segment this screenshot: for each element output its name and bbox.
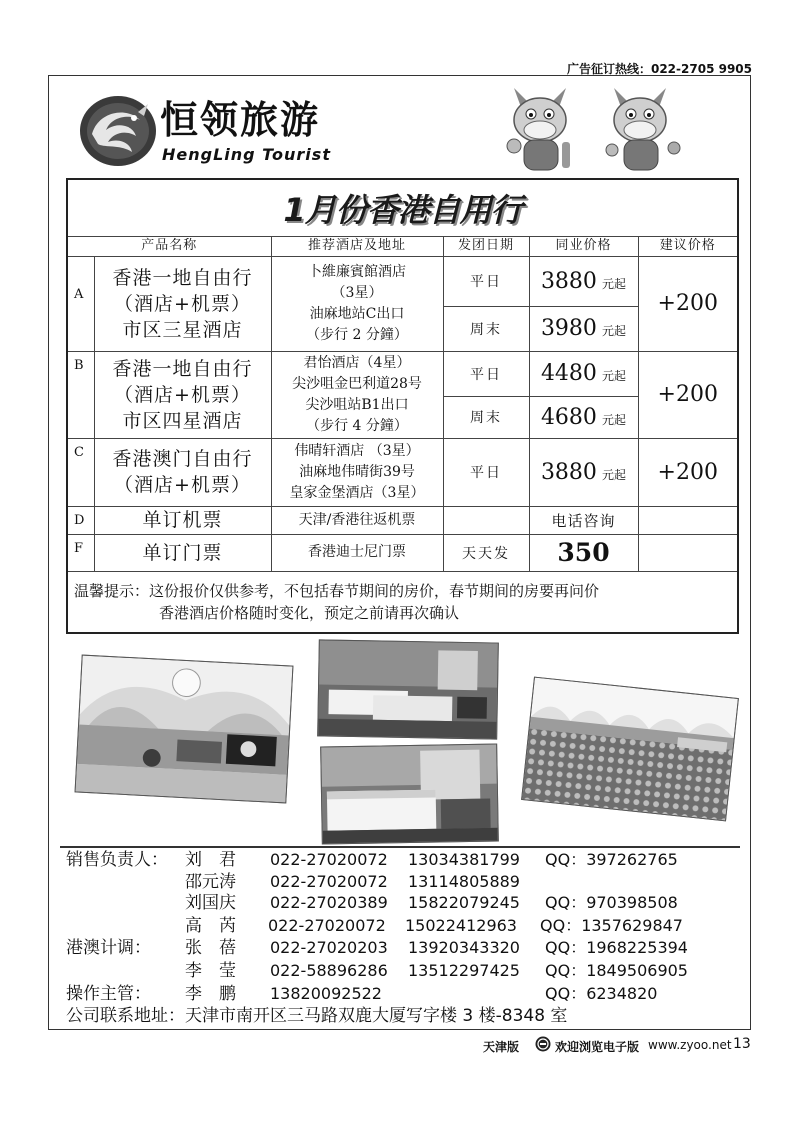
price-unit: 元起 (602, 412, 627, 427)
header-suggested-price: 建议价格 (638, 236, 738, 256)
contact-phone: 022-27020072 (270, 850, 388, 869)
table-title: 1月份香港自用行 (67, 179, 738, 236)
hotel-line: 油麻地伟晴街39号 (299, 463, 415, 480)
contact-group-label: 销售负责人： (66, 850, 168, 870)
product-name: 单订门票 (94, 534, 271, 571)
promo-text: 欢迎浏览电子版 (555, 1040, 640, 1054)
brand-name-cn: 恒领旅游 (160, 98, 321, 142)
suggested-price: +200 (638, 351, 738, 438)
hotel-line: 皇家金堡酒店（3星） (289, 484, 425, 501)
row-code: C (67, 438, 94, 506)
contact-row (0, 871, 800, 893)
ad-hotline: 广告征订热线：022-2705 9905 (566, 62, 752, 76)
contact-name: 刘 君 (185, 850, 236, 870)
suggested-price: +200 (638, 256, 738, 351)
header-date: 发团日期 (443, 236, 529, 256)
note-row (67, 571, 738, 633)
price-value: 4480 (540, 361, 597, 386)
departure-day: 平日 (443, 256, 529, 306)
contact-row (0, 892, 800, 914)
contact-phone: 13820092522 (270, 984, 382, 1003)
contact-row (0, 960, 800, 982)
contact-name: 张 蓓 (185, 938, 236, 958)
hotel-info (271, 256, 443, 351)
hotel-line: 伟晴轩酒店 （3星） (294, 442, 420, 459)
contact-phone: 022-27020072 (270, 872, 388, 891)
contact-name: 高 芮 (185, 916, 236, 936)
row-code: D (67, 506, 94, 534)
hotel-line: 卜維廉賓館酒店 (308, 263, 406, 280)
departure-day: 平日 (443, 351, 529, 396)
table-header-row (67, 236, 738, 256)
dragon-logo-icon (78, 94, 158, 168)
hotel-line: （3星） (331, 284, 383, 301)
price-value: 3880 (540, 268, 597, 294)
product-name-line: 香港一地自由行 (112, 266, 253, 289)
contact-row (0, 937, 800, 959)
contact-mobile: 13114805889 (408, 872, 520, 891)
dragon-mascot-icon (500, 80, 705, 180)
note-line: 香港酒店价格随时变化，预定之前请再次确认 (159, 603, 460, 622)
table-row (67, 351, 738, 396)
contact-qq: QQ：970398508 (545, 893, 678, 912)
hotel-line: 尖沙咀金巴利道28号 (292, 375, 422, 392)
trade-price (529, 396, 638, 438)
contact-qq: QQ：397262765 (545, 850, 678, 869)
trade-price (529, 438, 638, 506)
product-name-line: 香港澳门自由行 (112, 448, 253, 470)
product-name-line: （酒店+机票） (114, 292, 251, 315)
product-name-line: （酒店+机票） (114, 474, 251, 496)
contact-group-label: 操作主管： (66, 984, 151, 1004)
contact-mobile: 13034381799 (408, 850, 520, 869)
contact-qq: QQ：6234820 (545, 984, 658, 1003)
contact-phone: 022-27020389 (270, 893, 388, 912)
table-row (67, 506, 738, 534)
brand-name-en: HengLing Tourist (162, 145, 331, 164)
contact-name: 刘国庆 (185, 893, 236, 913)
product-name-line: 市区三星酒店 (122, 318, 243, 341)
contact-row (0, 849, 800, 871)
trade-price: 电话咨询 (529, 506, 638, 534)
contact-group-label: 港澳计调： (66, 938, 151, 958)
contact-row (0, 915, 800, 937)
row-code: B (67, 351, 94, 438)
header-trade-price: 同业价格 (529, 236, 638, 256)
note-line: 温馨提示：这份报价仅供参考，不包括春节期间的房价，春节期间的房要再问价 (74, 581, 600, 600)
price-unit: 元起 (602, 467, 627, 482)
product-name (94, 351, 271, 438)
table-row (67, 256, 738, 306)
departure-day: 平日 (443, 438, 529, 506)
page-number: 13 (733, 1036, 751, 1052)
price-table (66, 178, 739, 634)
hotel-room-photo (320, 743, 499, 844)
contact-mobile: 15022412963 (405, 916, 517, 935)
trade-price: 350 (529, 534, 638, 571)
hotel-info: 香港迪士尼门票 (271, 534, 443, 571)
page-footer (483, 1036, 753, 1054)
row-code: A (67, 256, 94, 351)
hotel-room-photo (317, 639, 499, 739)
price-unit: 元起 (602, 276, 627, 291)
contact-mobile: 13512297425 (408, 961, 520, 980)
table-row (67, 534, 738, 571)
trade-price (529, 306, 638, 351)
price-unit: 元起 (602, 324, 627, 338)
price-value: 4680 (540, 404, 597, 430)
hotel-line: （步行 2 分鐘） (306, 326, 408, 343)
contact-divider (60, 846, 740, 848)
suggested-price (638, 534, 738, 571)
departure-day: 周末 (443, 396, 529, 438)
contact-row (0, 983, 800, 1005)
hotel-line: 君怡酒店（4星） (303, 354, 411, 371)
site-url[interactable]: www.zyoo.net (648, 1038, 732, 1052)
suggested-price (638, 506, 738, 534)
contact-phone: 022-58896286 (270, 961, 388, 980)
contact-mobile: 13920343320 (408, 938, 520, 957)
hotel-lobby-photo (75, 655, 294, 804)
contact-phone: 022-27020203 (270, 938, 388, 957)
table-row (67, 438, 738, 506)
company-address: 公司联系地址：天津市南开区三马路双鹿大厦写字楼 3 楼-8348 室 (66, 1006, 568, 1026)
price-value: 3980 (540, 316, 597, 341)
zyoo-logo-icon (535, 1036, 551, 1052)
header-hotel: 推荐酒店及地址 (271, 236, 443, 256)
price-value: 3880 (540, 459, 597, 485)
product-name (94, 438, 271, 506)
product-name-line: 香港一地自由行 (112, 357, 253, 380)
edition-label: 天津版 (483, 1040, 520, 1054)
hotel-line: 油麻地站C出口 (309, 305, 405, 322)
header-product: 产品名称 (67, 236, 271, 256)
mascot-right (606, 88, 680, 170)
contact-qq: QQ：1357629847 (540, 916, 683, 935)
contact-name: 李 莹 (185, 961, 236, 981)
contact-name: 邵元涛 (185, 872, 236, 892)
product-name (94, 256, 271, 351)
hotel-line: 尖沙咀站B1出口 (305, 396, 409, 413)
row-code: F (67, 534, 94, 571)
tips-note (67, 571, 738, 633)
product-name-line: 市区四星酒店 (122, 409, 243, 432)
product-name: 单订机票 (94, 506, 271, 534)
contact-phone: 022-27020072 (268, 916, 386, 935)
contact-mobile: 15822079245 (408, 893, 520, 912)
hotel-info (271, 438, 443, 506)
trade-price (529, 351, 638, 396)
indoor-pool-photo (521, 677, 739, 822)
hotel-line: （步行 4 分鐘） (306, 417, 408, 434)
suggested-price: +200 (638, 438, 738, 506)
contact-qq: QQ：1968225394 (545, 938, 688, 957)
hotel-info (271, 351, 443, 438)
mascot-left (507, 88, 570, 170)
departure-day: 天天发 (443, 534, 529, 571)
departure-day: 周末 (443, 306, 529, 351)
departure-day (443, 506, 529, 534)
trade-price (529, 256, 638, 306)
price-unit: 元起 (602, 369, 627, 383)
hotel-info: 天津/香港往返机票 (271, 506, 443, 534)
contact-qq: QQ：1849506905 (545, 961, 688, 980)
product-name-line: （酒店+机票） (114, 383, 251, 406)
contact-name: 李 鹏 (185, 984, 236, 1004)
